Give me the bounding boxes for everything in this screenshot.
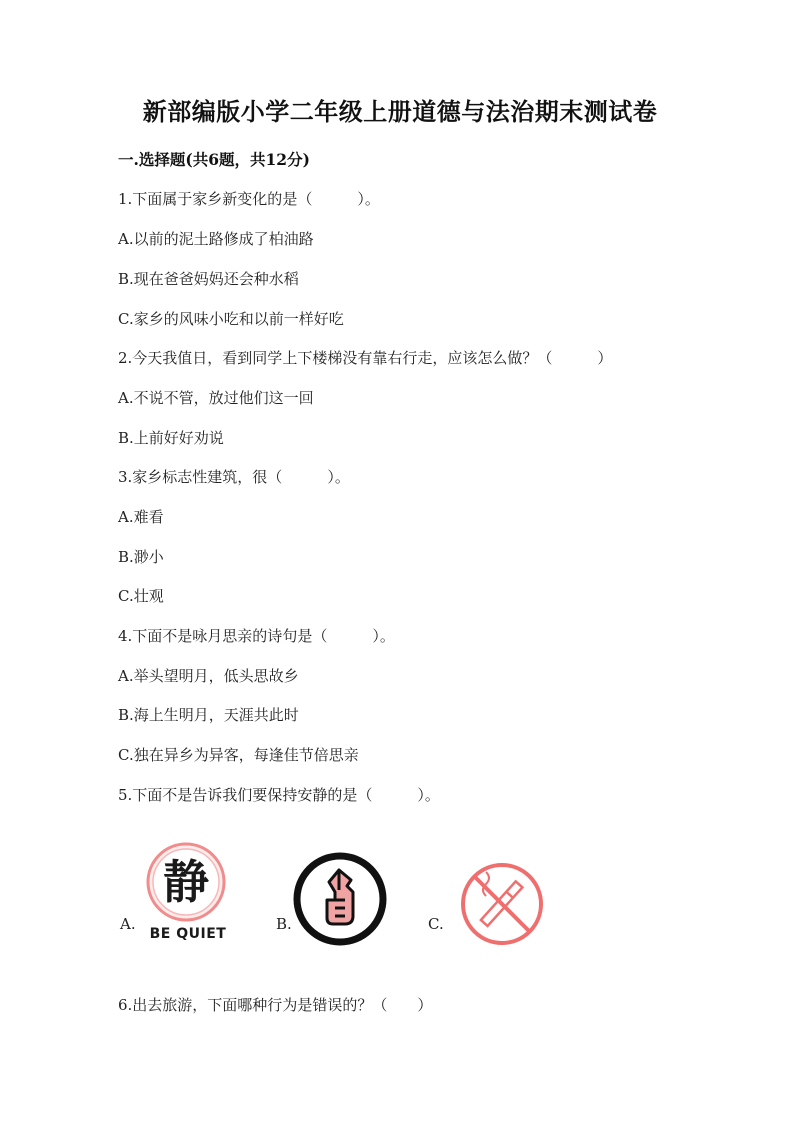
be-quiet-sign-text: BE QUIET	[149, 926, 227, 942]
question-3-option-c: C.壮观	[118, 587, 164, 605]
question-5-option-b-label: B.	[276, 915, 292, 933]
no-smoking-sign-icon	[458, 860, 546, 948]
question-1-option-a: A.以前的泥土路修成了柏油路	[118, 230, 314, 248]
question-1-stem: 1.下面属于家乡新变化的是（ ）。	[118, 190, 380, 208]
question-2-stem: 2.今天我值日，看到同学上下楼梯没有靠右行走，应该怎么做？（ ）	[118, 349, 613, 367]
question-1-option-b: B.现在爸爸妈妈还会种水稻	[118, 270, 299, 288]
question-3-option-a: A.难看	[118, 508, 164, 526]
question-5-stem: 5.下面不是告诉我们要保持安静的是（ ）。	[118, 786, 440, 804]
section-heading: 一.选择题(共6题，共12分)	[118, 150, 310, 169]
be-quiet-sign-icon	[140, 840, 236, 948]
question-2-option-a: A.不说不管，放过他们这一回	[118, 389, 314, 407]
question-3-stem: 3.家乡标志性建筑，很（ ）。	[118, 468, 350, 486]
question-4-option-a: A.举头望明月，低头思故乡	[118, 667, 299, 685]
question-5-option-a-label: A.	[120, 915, 136, 933]
question-4-option-c: C.独在异乡为异客，每逢佳节倍思亲	[118, 746, 359, 764]
question-6-stem: 6.出去旅游，下面哪种行为是错误的？（ ）	[118, 996, 433, 1014]
hand-shush-sign-icon	[293, 852, 389, 946]
question-4-stem: 4.下面不是咏月思亲的诗句是（ ）。	[118, 627, 395, 645]
page-title: 新部编版小学二年级上册道德与法治期末测试卷	[142, 97, 658, 126]
question-4-option-b: B.海上生明月，天涯共此时	[118, 706, 299, 724]
question-3-option-b: B.渺小	[118, 548, 164, 566]
question-5-option-c-label: C.	[428, 915, 444, 933]
question-2-option-b: B.上前好好劝说	[118, 429, 224, 447]
question-1-option-c: C.家乡的风味小吃和以前一样好吃	[118, 310, 344, 328]
be-quiet-sign-char: 静	[163, 855, 209, 909]
